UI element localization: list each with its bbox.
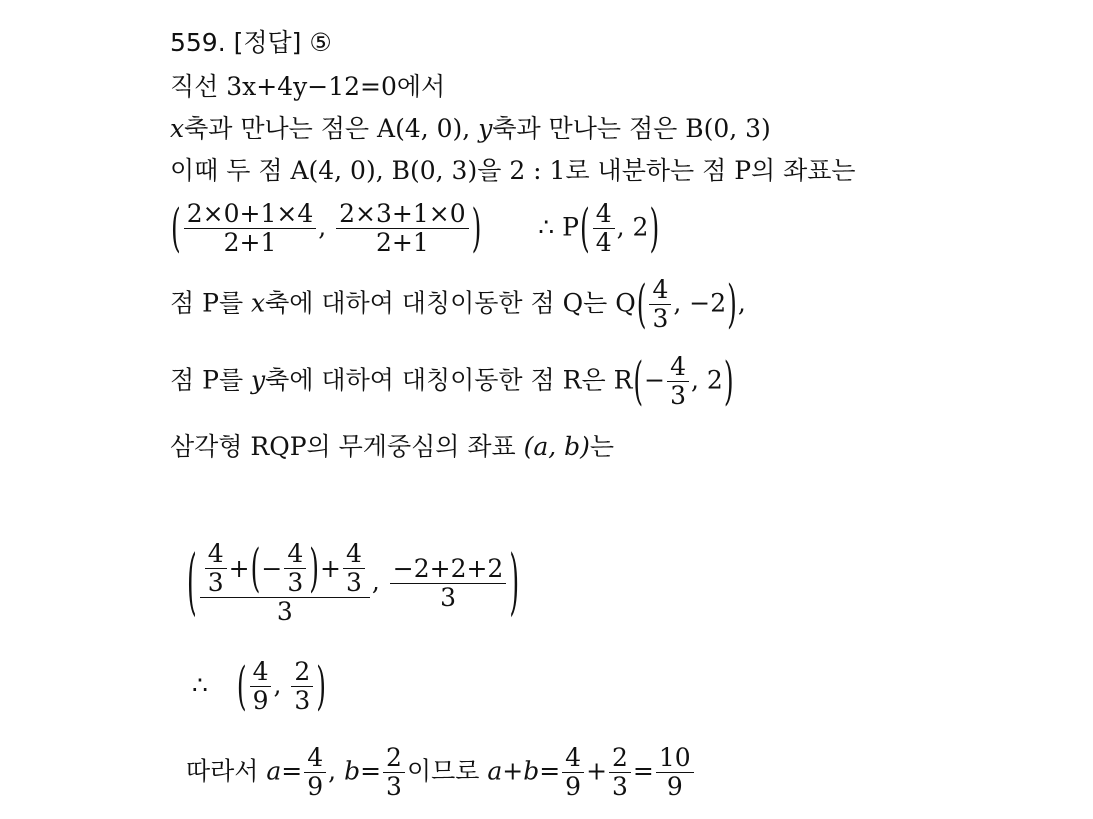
point-p: P bbox=[202, 365, 219, 395]
equals-sign: = bbox=[632, 756, 654, 786]
coords: (a, b) bbox=[523, 432, 590, 461]
text: 을 bbox=[477, 156, 502, 185]
fraction bbox=[343, 540, 365, 597]
value: 2 bbox=[706, 365, 723, 395]
denominator: 9 bbox=[252, 686, 269, 715]
fraction bbox=[390, 555, 507, 612]
text: 를 bbox=[218, 365, 244, 395]
numerator: 10 bbox=[656, 744, 694, 773]
line-q-reflection: 점 P를 x축에 대하여 대칭이동한 점 Q는 Q( $\frac{4}{3}$ , −2), bbox=[170, 276, 746, 333]
therefore-symbol: ∴ bbox=[192, 670, 208, 700]
denominator: 3 bbox=[652, 304, 669, 333]
fraction bbox=[656, 744, 694, 801]
text: 직선 bbox=[170, 72, 219, 101]
numerator: 2 bbox=[609, 744, 631, 773]
text: 삼각형 bbox=[170, 432, 243, 461]
denominator: 2+1 bbox=[223, 228, 277, 257]
line-r-reflection: 점 P를 y축에 대하여 대칭이동한 점 R은 R(− $\frac{4}{3}$ , 2) bbox=[170, 353, 735, 410]
numerator: 2 bbox=[383, 744, 405, 773]
text: 따라서 bbox=[186, 756, 259, 786]
line-conclusion: 따라서 a= $\frac{4}{9}$ , b= $\frac{2}{3}$ 이므로 a+b= $\frac{4}{9}$ + $\frac{2}{3}$ = $\frac{10}{9}$ bbox=[186, 744, 696, 801]
text: 축과 만나는 점은 bbox=[492, 114, 678, 143]
text: 축에 대하여 대칭이동한 점 bbox=[265, 288, 555, 318]
point-p: P bbox=[734, 156, 752, 185]
var-a: a= bbox=[266, 756, 303, 786]
denominator: 3 bbox=[386, 772, 402, 801]
text: 이므로 bbox=[406, 756, 480, 786]
minus-sign: − bbox=[261, 553, 283, 583]
text: 는 bbox=[583, 288, 608, 318]
line-division bbox=[170, 154, 856, 188]
denominator: 3 bbox=[294, 686, 311, 715]
problem-header bbox=[170, 26, 332, 60]
point-a: A(4, 0), bbox=[377, 114, 471, 143]
text: 점 bbox=[170, 288, 195, 318]
comma: , bbox=[318, 212, 335, 242]
paren-close: ) bbox=[316, 655, 327, 716]
point-b: B(0, 3) bbox=[685, 114, 771, 143]
line-p-coordinates: ( $\frac{2\times 0+1\times 4}{2+1}$ , $\frac{2\times 3+1\times 0}{2+1}$ ) ∴ P( $\frac{4}{4}$ , 2) bbox=[170, 200, 660, 257]
answer-tag: [정답] bbox=[233, 28, 302, 57]
var-y: y bbox=[251, 365, 266, 395]
triangle-label: RQP bbox=[250, 432, 307, 461]
paren-close: ) bbox=[727, 273, 737, 334]
point-q: Q bbox=[562, 288, 584, 318]
value: 2 bbox=[632, 212, 649, 242]
equation: 3x+4y−12=0 bbox=[226, 72, 397, 101]
numerator: 4 bbox=[343, 540, 365, 569]
text: 로 내분하는 점 bbox=[565, 156, 727, 185]
paren-open: ( bbox=[633, 350, 644, 411]
denominator: 4 bbox=[595, 228, 612, 257]
text: 축과 만나는 점은 bbox=[184, 114, 370, 143]
fraction bbox=[667, 353, 689, 410]
numerator: 2×3+1×0 bbox=[336, 200, 468, 229]
line-equation bbox=[170, 70, 445, 104]
numerator: $\frac{4}{3}$ + ( − $\frac{4}{3}$ ) + $\frac{4}{3}$ bbox=[200, 540, 370, 598]
text: 이때 두 점 bbox=[170, 156, 283, 185]
text: 는 bbox=[589, 432, 615, 461]
paren-close: ) bbox=[649, 197, 660, 258]
denominator: 3 bbox=[440, 582, 457, 612]
answer-value: ⑤ bbox=[309, 28, 332, 57]
point-r: R bbox=[562, 365, 582, 395]
numerator: 4 bbox=[284, 540, 306, 569]
var-y: y bbox=[478, 114, 493, 143]
problem-number: 559. bbox=[170, 28, 226, 57]
fraction bbox=[609, 744, 631, 801]
text: 에서 bbox=[396, 72, 446, 101]
denominator: 9 bbox=[565, 772, 582, 801]
numerator: 4 bbox=[593, 200, 615, 229]
paren-close: ) bbox=[723, 350, 734, 411]
paren-open: ( bbox=[250, 537, 261, 598]
line-centroid-expression: ( $\frac{4}{3}$ + ( − $\frac{4}{3}$ ) + $\frac{4}{3}$ 3 , $\frac{-2+2+2}{3}$ ) bbox=[186, 540, 520, 626]
text: 점 bbox=[170, 365, 195, 395]
numerator: −2+2+2 bbox=[390, 555, 507, 584]
fraction bbox=[250, 658, 272, 715]
denominator: 3 bbox=[612, 772, 628, 801]
fraction bbox=[562, 744, 584, 801]
points: A(4, 0), B(0, 3) bbox=[290, 156, 478, 185]
numerator: 2×0+1×4 bbox=[184, 200, 316, 229]
text: 를 bbox=[218, 288, 244, 318]
text: 은 bbox=[581, 365, 606, 395]
var-x: x bbox=[170, 114, 185, 143]
fraction bbox=[291, 658, 313, 715]
denominator: 2+1 bbox=[375, 228, 429, 257]
denominator: 3 bbox=[207, 568, 224, 597]
fraction bbox=[284, 540, 306, 597]
paren-open: ( bbox=[171, 197, 181, 258]
numerator: 4 bbox=[205, 540, 227, 569]
therefore-symbol: ∴ bbox=[538, 212, 555, 242]
paren-open: ( bbox=[636, 273, 647, 334]
paren-close: ) bbox=[471, 197, 482, 258]
denominator: 9 bbox=[666, 772, 683, 801]
denominator: 3 bbox=[345, 568, 362, 597]
text: 축에 대하여 대칭이동한 점 bbox=[265, 365, 555, 395]
paren-open: ( bbox=[236, 655, 247, 716]
fraction bbox=[205, 540, 227, 597]
var-x: x bbox=[251, 288, 266, 318]
fraction bbox=[649, 276, 671, 333]
paren-open: ( bbox=[579, 197, 590, 258]
numerator: 4 bbox=[304, 744, 326, 773]
numerator: 2 bbox=[291, 658, 313, 687]
fraction bbox=[184, 200, 316, 257]
line-centroid-result: ∴ ( $\frac{4}{9}$ , $\frac{2}{3}$ ) bbox=[192, 658, 327, 715]
point-q: Q bbox=[615, 288, 636, 318]
line-intercepts bbox=[170, 112, 771, 146]
line-centroid-intro bbox=[170, 430, 614, 464]
paren-close: ) bbox=[309, 537, 320, 598]
point-p: P bbox=[202, 288, 219, 318]
ratio: 2 : 1 bbox=[509, 156, 566, 185]
point-p: P bbox=[562, 212, 579, 242]
numerator: 4 bbox=[250, 658, 272, 687]
sum: a+b= bbox=[487, 756, 561, 786]
var-b: b= bbox=[344, 756, 382, 786]
value: −2 bbox=[689, 288, 727, 318]
fraction bbox=[304, 744, 326, 801]
numerator: 4 bbox=[667, 353, 689, 382]
paren-close: ) bbox=[509, 539, 520, 624]
fraction bbox=[593, 200, 615, 257]
denominator: 3 bbox=[670, 381, 687, 410]
fraction bbox=[383, 744, 405, 801]
plus-sign: + bbox=[586, 756, 608, 786]
denominator: 3 bbox=[287, 568, 304, 597]
text: 의 무게중심의 좌표 bbox=[306, 432, 516, 461]
paren-open: ( bbox=[187, 539, 197, 624]
text: 의 좌표는 bbox=[751, 156, 856, 185]
denominator: 9 bbox=[307, 772, 324, 801]
numerator: 4 bbox=[562, 744, 584, 773]
fraction bbox=[336, 200, 468, 257]
point-r: R bbox=[613, 365, 633, 395]
denominator: 3 bbox=[276, 597, 293, 626]
numerator: 4 bbox=[649, 276, 671, 305]
minus-sign: − bbox=[644, 365, 666, 395]
